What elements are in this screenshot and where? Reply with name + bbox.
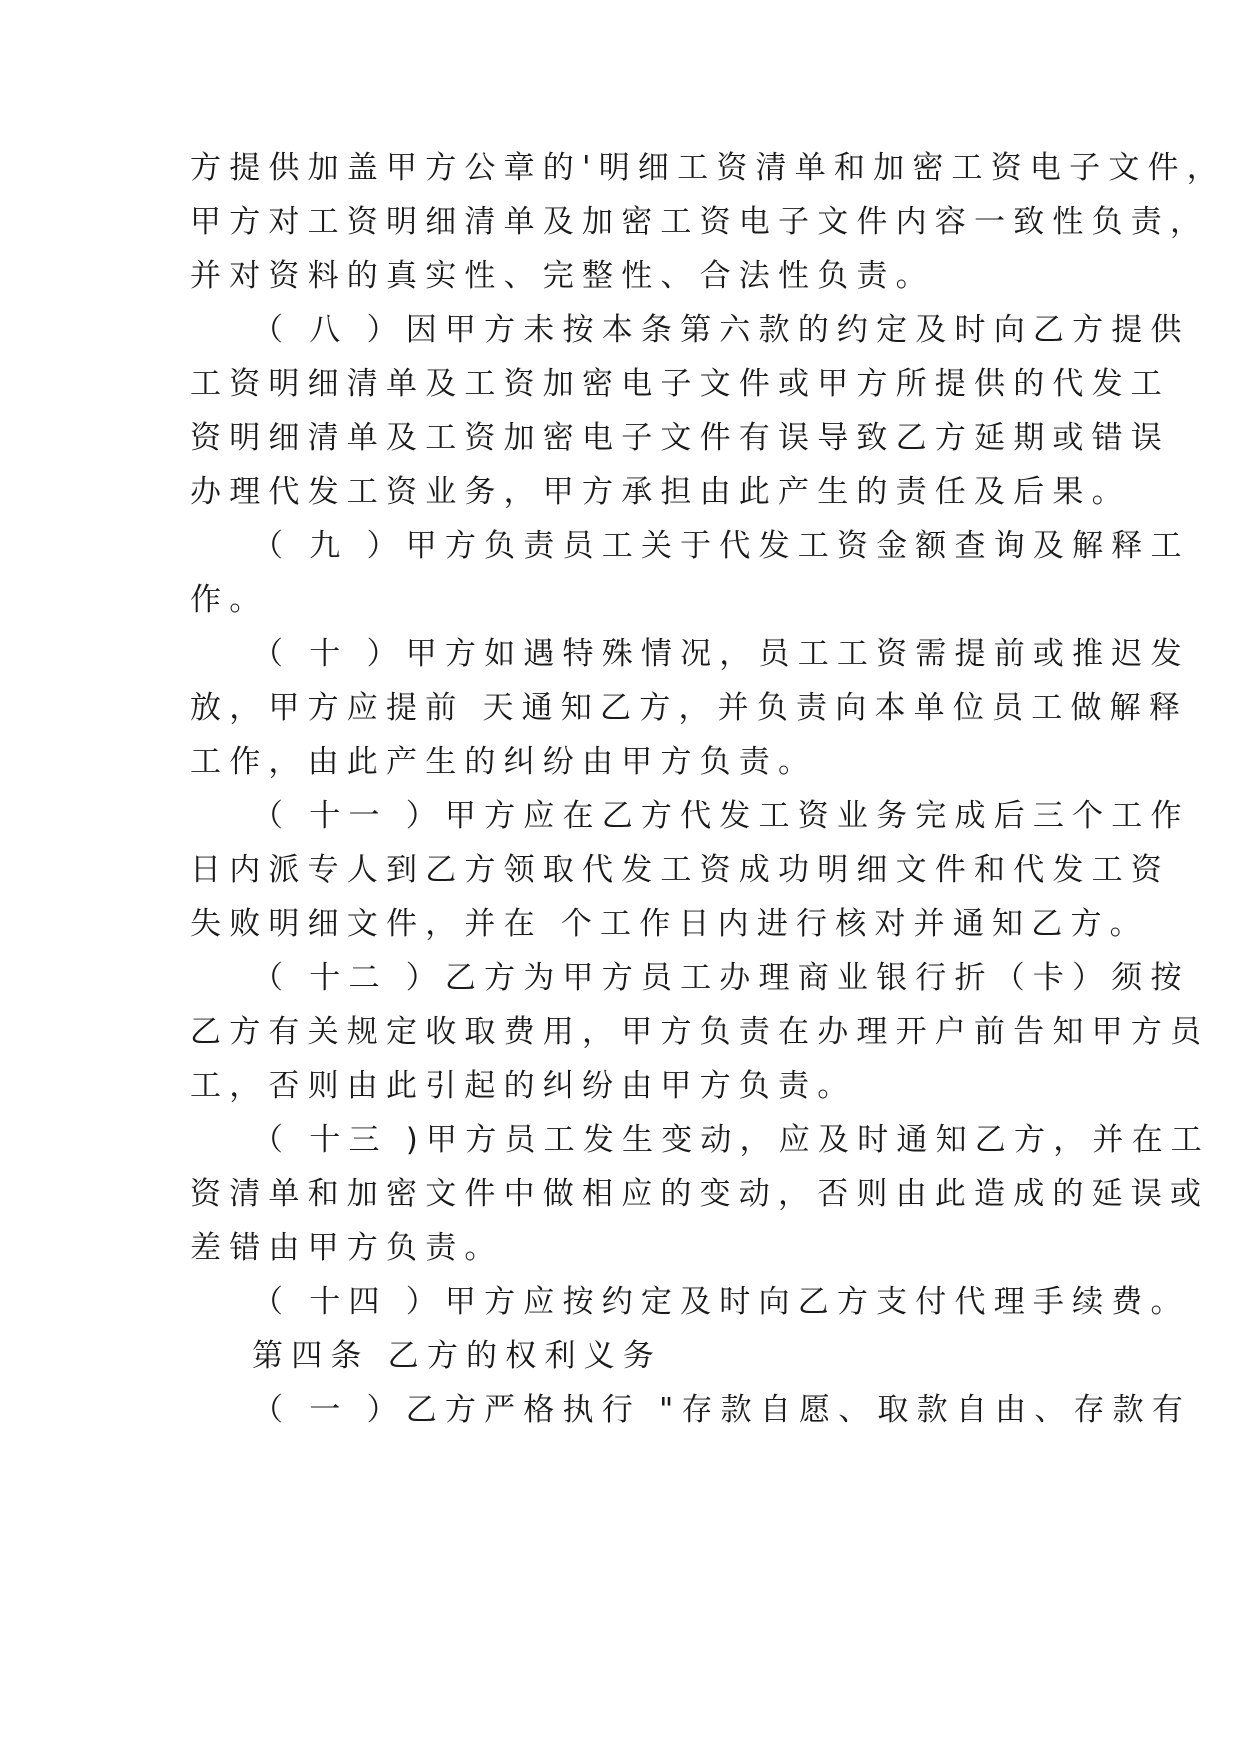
clause-9-heading-line: （ 九 ）甲方负责员工关于代发工资金额查询及解释工	[252, 528, 1190, 564]
text-line: 办理代发工资业务，甲方承担由此产生的责任及后果。	[190, 474, 1131, 510]
text-line: 乙方有关规定收取费用，甲方负责在办理开户前告知甲方员	[190, 1014, 1210, 1050]
text-line: 资明细清单及工资加密电子文件有误导致乙方延期或错误	[190, 420, 1170, 456]
text-line: 并对资料的真实性、完整性、合法性负责。	[190, 258, 935, 294]
text-line: 放，甲方应提前 天通知乙方，并负责向本单位员工做解释	[190, 690, 1189, 726]
clause-10-heading-line: （ 十 ）甲方如遇特殊情况，员工工资需提前或推迟发	[252, 636, 1190, 672]
clause-8-heading-line: （ 八 ）因甲方未按本条第六款的约定及时向乙方提供	[252, 312, 1190, 348]
text-line: 工作，由此产生的纠纷由甲方负责。	[190, 744, 818, 780]
clause-11-heading-line: （ 十一 ）甲方应在乙方代发工资业务完成后三个工作	[252, 798, 1190, 834]
text-line: 差错由甲方负责。	[190, 1230, 504, 1266]
article-4-clause-1-line: （ 一 ）乙方严格执行 "存款自愿、取款自由、存款有	[252, 1392, 1192, 1428]
text-line: 工，否则由此引起的纠纷由甲方负责。	[190, 1068, 857, 1104]
text-line: 资清单和加密文件中做相应的变动，否则由此造成的延误或	[190, 1176, 1210, 1212]
clause-14-heading-line: （ 十四 ）甲方应按约定及时向乙方支付代理手续费。	[252, 1284, 1190, 1320]
text-line: 方提供加盖甲方公章的'明细工资清单和加密工资电子文件，	[190, 150, 1226, 186]
clause-12-heading-line: （ 十二 ）乙方为甲方员工办理商业银行折（卡）须按	[252, 960, 1190, 996]
article-4-heading: 第四条 乙方的权利义务	[252, 1338, 663, 1374]
text-line: 日内派专人到乙方领取代发工资成功明细文件和代发工资	[190, 852, 1170, 888]
text-line: 工资明细清单及工资加密电子文件或甲方所提供的代发工	[190, 366, 1170, 402]
text-line: 失败明细文件，并在 个工作日内进行核对并通知乙方。	[190, 906, 1149, 942]
clause-13-heading-line: （ 十三 )甲方员工发生变动，应及时通知乙方，并在工	[252, 1122, 1210, 1158]
text-line: 甲方对工资明细清单及加密工资电子文件内容一致性负责，	[190, 204, 1210, 240]
text-line: 作。	[190, 582, 269, 618]
